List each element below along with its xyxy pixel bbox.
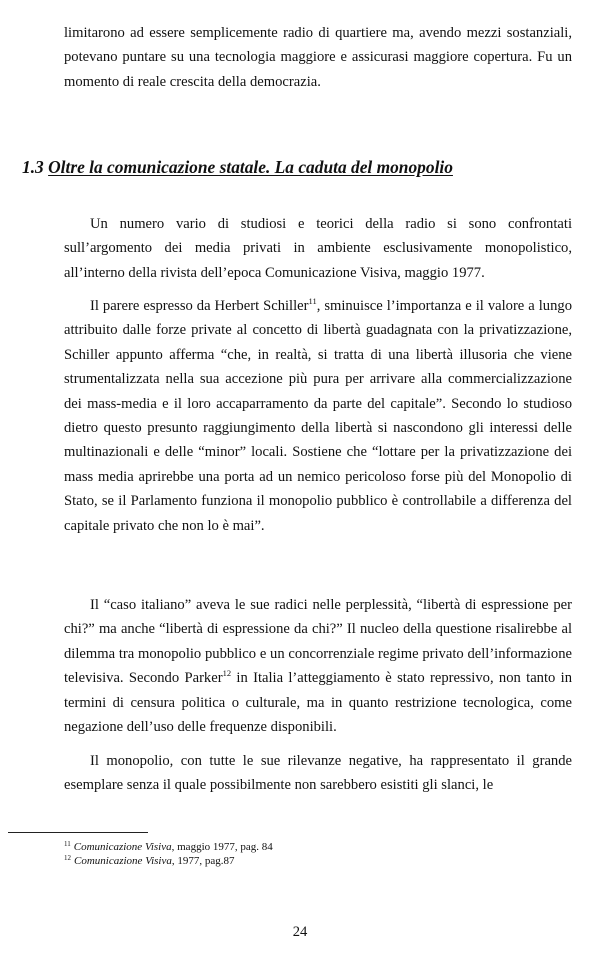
- paragraph-continuation: limitarono ad essere semplicemente radio di quartiere ma, avendo mezzi sostanziali, potevano puntare su una tecnologia maggiore e assicurasi maggiore copertura. Fu un momento di reale crescita della democrazia.: [64, 25, 572, 90]
- paragraph-3-text-a: Il “caso italiano” aveva le sue radici nelle perplessità, “libertà di espressione per chi?” ma anche “libertà di espressione da chi?” Il nucleo della questione risalirebbe al dilemma tra monopolio pubblico e un concorrenziale regime privato dell’informazione televisiva. Secondo Parker: [64, 597, 572, 687]
- paragraph-2-text-a: Il parere espresso da Herbert Schiller: [90, 298, 309, 314]
- section-number: 1.3: [22, 157, 44, 177]
- footnote-source: Comunicazione Visiva: [73, 841, 172, 853]
- footnote-ref-11[interactable]: 11: [308, 296, 317, 306]
- footnote-separator: [8, 832, 148, 833]
- paragraph-4: Il monopolio, con tutte le sue rilevanze negative, ha rappresentato il grande esemplare senza il quale possibilmente non sarebbero esistiti gli slanci, le: [64, 753, 572, 794]
- paragraph-1: Un numero vario di studiosi e teorici della radio si sono confrontati sull’argomento dei media privati in ambiente esclusivamente monopolistico, all’interno della rivista dell’epoca Comunicazione Visiva, maggio 1977.: [64, 216, 572, 281]
- footnote-detail: , 1977, pag.87: [171, 855, 235, 867]
- footnote-detail: , maggio 1977, pag. 84: [171, 841, 273, 853]
- section-heading: [22, 157, 582, 178]
- footnote-11: [64, 840, 273, 854]
- paragraph-3: [64, 593, 572, 739]
- paragraph-2-text-b: , sminuisce l’importanza e il valore a lungo attribuito dalle forze private al concetto di libertà guadagnata con la privatizzazione, Schiller appunto afferma “che, in realtà, si tratta di una libertà illusoria che viene strumentalizzata nella sua accezione più pura per arrivare alla commercializzazione dei mass-media e il loro accaparramento da parte del capitale”. Secondo lo studioso dietro questo presunto raggiungimento della libertà si nascondono gli interessi delle multinazionali e delle “minor” locali. Sostiene che “lottare per la privatizzazione dei mass media aprirebbe una porta ad un nemico pericoloso forse più del Monopolio di Stato, se il Parlamento funziona il monopolio pubblico è controllabile a differenza del capitale privato che non lo è mai”.: [64, 298, 572, 534]
- footnote-number: 12: [64, 854, 71, 862]
- footnote-ref-12[interactable]: 12: [222, 668, 232, 679]
- page-number: 24: [292, 924, 308, 940]
- paragraph-2: [64, 294, 572, 538]
- section-title: Oltre la comunicazione statale. La caduta del monopolio: [48, 157, 453, 177]
- paragraph-3-text-b: in Italia l’atteggiamento è stato repressivo, non tanto in termini di censura politica o culturale, ma in quanto restrizione tecnologica, come negazione dell’uso delle frequenze disponibili.: [64, 670, 573, 736]
- footnote-source: Comunicazione Visiva: [74, 855, 172, 867]
- footnote-number: 11: [64, 840, 71, 848]
- footnote-12: [64, 854, 235, 868]
